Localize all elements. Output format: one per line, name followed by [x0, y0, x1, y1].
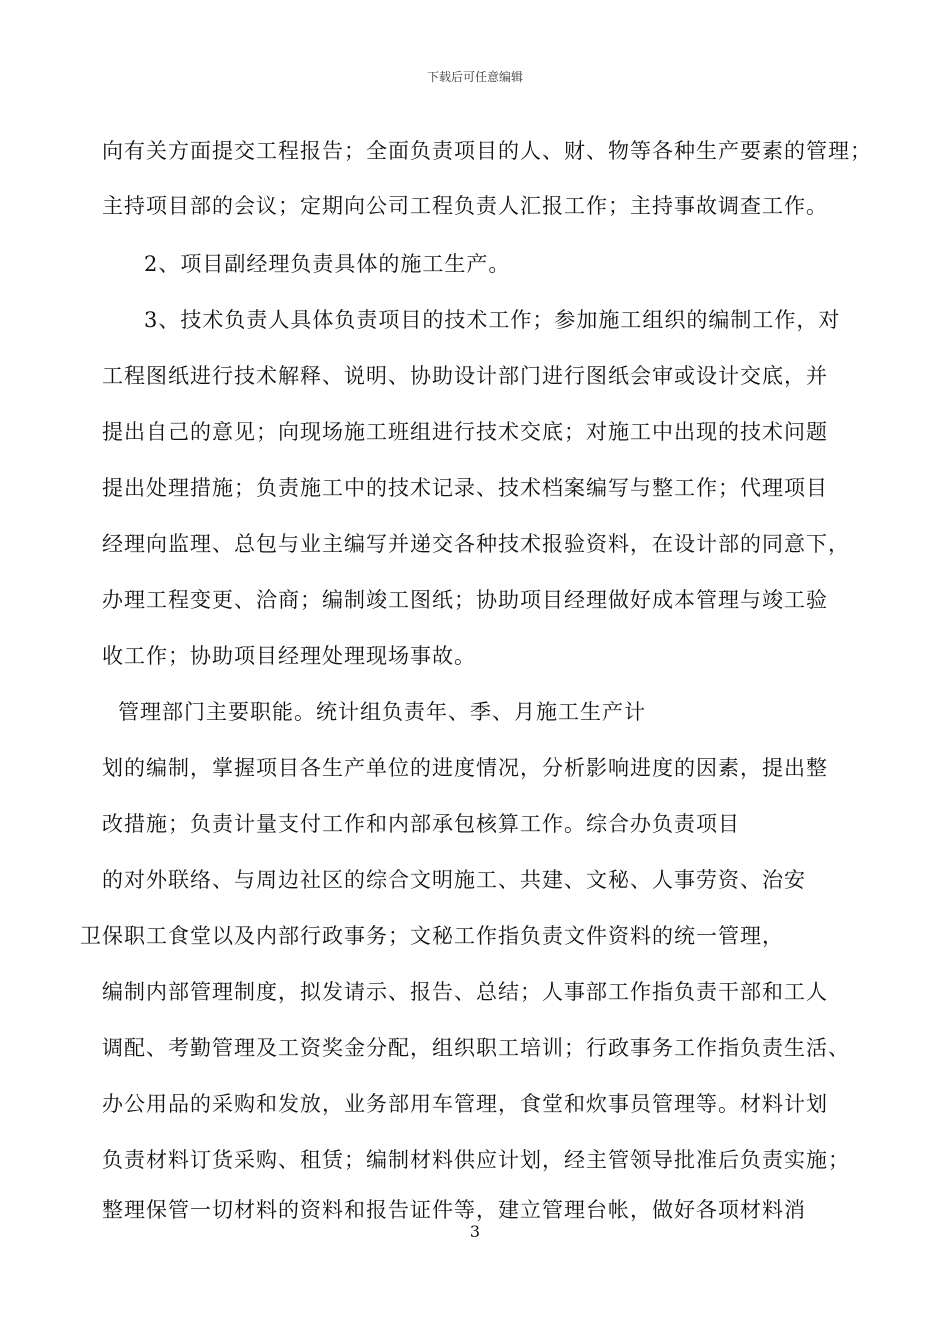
text-line: 划的编制，掌握项目各生产单位的进度情况，分析影响进度的因素，提出整 — [102, 756, 828, 780]
text-line: 向有关方面提交工程报告；全面负责项目的人、财、物等各种生产要素的管理； — [102, 139, 872, 163]
text-line: 2、项目副经理负责具体的施工生产。 — [144, 252, 511, 276]
text-line: 主持项目部的会议；定期向公司工程负责人汇报工作；主持事故调查工作。 — [102, 194, 828, 218]
text-line: 收工作；协助项目经理处理现场事故。 — [102, 644, 476, 668]
text-line: 管理部门主要职能。统计组负责年、季、月施工生产计 — [118, 700, 646, 724]
text-line: 工程图纸进行技术解释、说明、协助设计部门进行图纸会审或设计交底，并 — [102, 364, 828, 388]
text-line: 卫保职工食堂以及内部行政事务；文秘工作指负责文件资料的统一管理， — [80, 924, 784, 948]
text-line: 经理向监理、总包与业主编写并递交各种技术报验资料，在设计部的同意下， — [102, 532, 850, 556]
text-line: 编制内部管理制度，拟发请示、报告、总结；人事部工作指负责干部和工人 — [102, 980, 828, 1004]
text-line: 提出自己的意见；向现场施工班组进行技术交底；对施工中出现的技术问题 — [102, 420, 828, 444]
text-line: 提出处理措施；负责施工中的技术记录、技术档案编写与整工作；代理项目 — [102, 476, 828, 500]
text-line: 办公用品的采购和发放，业务部用车管理，食堂和炊事员管理等。材料计划 — [102, 1092, 828, 1116]
page-header: 下载后可任意编辑 — [426, 70, 523, 84]
text-line: 调配、考勤管理及工资奖金分配，组织职工培训；行政事务工作指负责生活、 — [102, 1036, 850, 1060]
text-line: 3、技术负责人具体负责项目的技术工作；参加施工组织的编制工作，对 — [144, 308, 841, 332]
text-line: 改措施；负责计量支付工作和内部承包核算工作。综合办负责项目 — [102, 812, 740, 836]
text-line: 整理保管一切材料的资料和报告证件等，建立管理台帐，做好各项材料消 — [102, 1198, 806, 1222]
page-number: 3 — [469, 1222, 481, 1241]
text-line: 负责材料订货采购、租赁；编制材料供应计划，经主管领导批准后负责实施； — [102, 1148, 850, 1172]
text-line: 的对外联络、与周边社区的综合文明施工、共建、文秘、人事劳资、治安 — [102, 868, 806, 892]
text-line: 办理工程变更、洽商；编制竣工图纸；协助项目经理做好成本管理与竣工验 — [102, 588, 828, 612]
